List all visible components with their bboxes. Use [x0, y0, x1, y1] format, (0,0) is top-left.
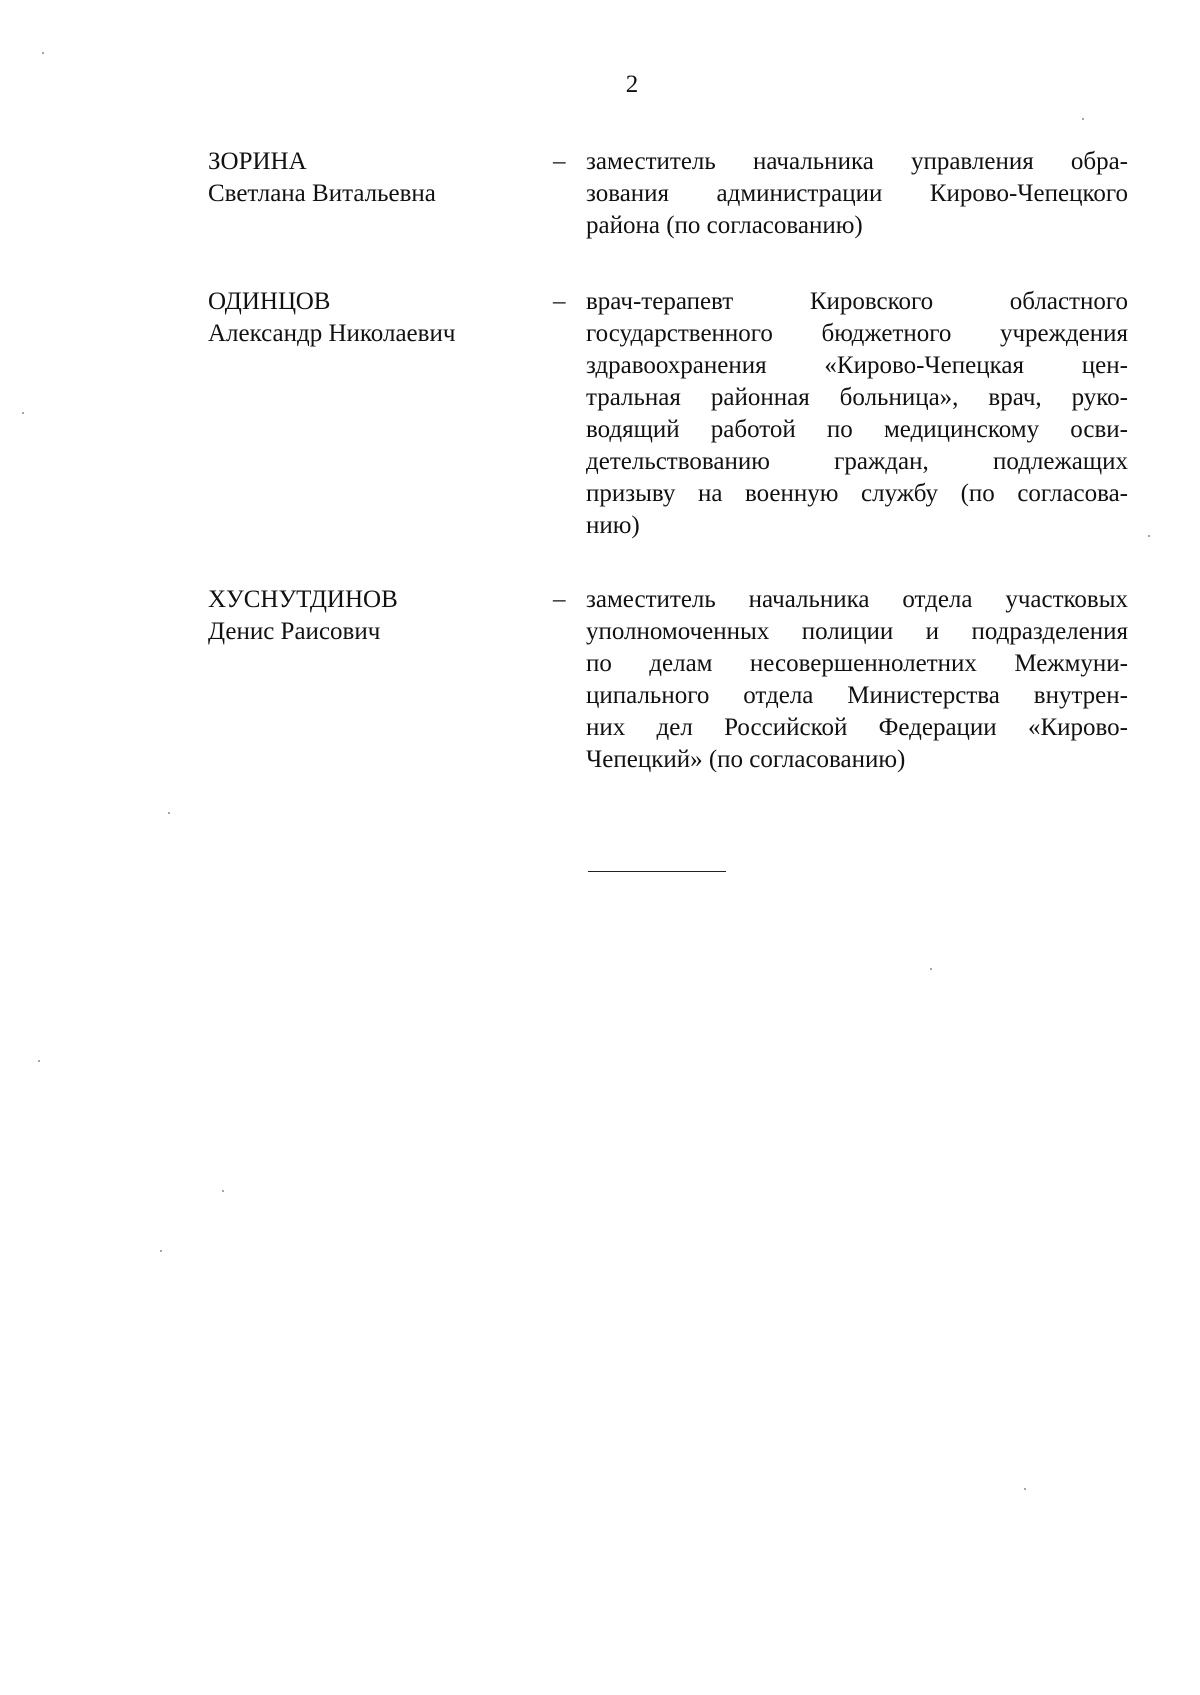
- role-line: врач-терапевт Кировского областного: [586, 288, 1128, 315]
- scan-speck: [1082, 118, 1084, 120]
- scan-speck: [42, 52, 44, 54]
- role-line: водящий работой по медицинскому осви-: [586, 416, 1128, 443]
- role-line: заместитель начальника управления обра-: [586, 148, 1128, 175]
- member-role: [586, 286, 1128, 542]
- member-surname: ЗОРИНА: [208, 148, 307, 175]
- member-given-names: Александр Николаевич: [208, 320, 456, 347]
- role-line: призыву на военную службу (по согласова-: [586, 480, 1128, 507]
- role-line: них дел Российской Федерации «Кирово-: [586, 714, 1128, 741]
- member-given-names: Денис Раисович: [208, 618, 381, 645]
- member-role: [586, 146, 1128, 242]
- role-line: детельствованию граждан, подлежащих: [586, 448, 1128, 475]
- scan-speck: [160, 1250, 162, 1252]
- role-line: Чепецкий» (по согласованию): [586, 746, 906, 773]
- member-surname: ОДИНЦОВ: [208, 288, 331, 315]
- role-line: ципального отдела Министерства внутрен-: [586, 682, 1128, 709]
- role-line: тральная районная больница», врач, руко-: [586, 384, 1128, 411]
- role-line: по делам несовершеннолетних Межмуни-: [586, 650, 1128, 677]
- member-given-names: Светлана Витальевна: [208, 180, 436, 207]
- role-line: государственного бюджетного учреждения: [586, 320, 1128, 347]
- member-name: [208, 584, 538, 648]
- member-role: [586, 584, 1128, 776]
- separator-dash: –: [553, 586, 566, 613]
- member-surname: ХУСНУТДИНОВ: [208, 586, 398, 613]
- member-name: [208, 286, 538, 350]
- scan-speck: [168, 812, 170, 814]
- page-number: 2: [625, 71, 639, 98]
- role-line: зования администрации Кирово-Чепецкого: [586, 180, 1128, 207]
- role-line: уполномоченных полиции и подразделения: [586, 618, 1128, 645]
- end-of-list-rule: [588, 871, 726, 872]
- role-line: района (по согласованию): [586, 212, 863, 239]
- scan-speck: [222, 1190, 224, 1192]
- separator-dash: –: [553, 148, 566, 175]
- member-name: [208, 146, 538, 210]
- scan-speck: [38, 1060, 40, 1062]
- separator-dash: –: [553, 288, 566, 315]
- role-line: здравоохранения «Кирово-Чепецкая цен-: [586, 352, 1128, 379]
- scan-speck: [1024, 1488, 1026, 1490]
- scan-speck: [22, 412, 24, 414]
- scan-speck: [930, 968, 932, 970]
- role-line: заместитель начальника отдела участковых: [586, 586, 1128, 613]
- role-line: нию): [586, 512, 640, 539]
- scan-speck: [1148, 535, 1150, 537]
